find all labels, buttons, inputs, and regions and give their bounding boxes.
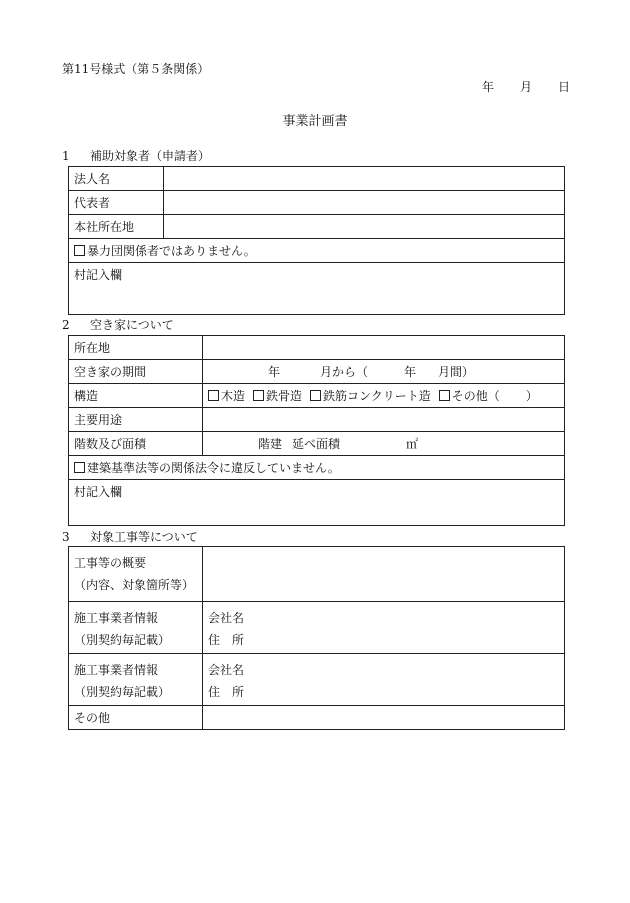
overview-label	[69, 547, 203, 602]
location-label: 所在地	[69, 336, 203, 360]
construction-table	[68, 546, 565, 730]
overview-field[interactable]	[203, 547, 565, 602]
section-1-heading	[62, 147, 210, 164]
structure-label: 構造	[69, 384, 203, 408]
other-label: その他	[69, 706, 203, 730]
overview-label-line2: （内容、対象箇所等）	[74, 578, 195, 592]
table-row	[69, 547, 565, 602]
floors-area-field[interactable]	[203, 432, 565, 456]
table-row	[69, 215, 565, 239]
section-number: 3	[62, 530, 70, 544]
vacancy-period-label: 空き家の期間	[69, 360, 203, 384]
company-name-label: 会社名	[208, 663, 245, 677]
wood-checkbox[interactable]	[208, 390, 219, 401]
vacancy-month-end-label: 月間）	[438, 364, 475, 379]
section-number: 1	[62, 149, 70, 163]
representative-label: 代表者	[69, 191, 164, 215]
table-row	[69, 384, 565, 408]
compliance-checkbox[interactable]	[74, 462, 85, 473]
table-row	[69, 263, 565, 315]
representative-field[interactable]	[164, 191, 565, 215]
village-memo-field[interactable]	[69, 263, 565, 315]
form-number: 第11号様式（第５条関係）	[62, 62, 210, 76]
contractor-field[interactable]	[203, 654, 565, 706]
vacancy-month-from-label: 月から（	[320, 364, 369, 379]
area-unit-label: ㎡	[406, 436, 419, 451]
overview-label-line1: 工事等の概要	[74, 556, 147, 570]
contractor-label-line1: 施工事業者情報	[74, 663, 159, 677]
memo-label: 村記入欄	[74, 485, 123, 499]
location-field[interactable]	[203, 336, 565, 360]
contractor-label	[69, 654, 203, 706]
declaration-row	[69, 456, 565, 480]
date-year-label: 年	[481, 80, 494, 94]
corporation-field[interactable]	[164, 167, 565, 191]
vacancy-period-field[interactable]	[203, 360, 565, 384]
page-title: 事業計画書	[282, 114, 348, 129]
area-label: 延べ面積	[292, 436, 341, 451]
address-label: 住 所	[208, 633, 245, 647]
table-row	[69, 456, 565, 480]
structure-options	[203, 384, 565, 408]
section-2-heading	[62, 316, 174, 333]
date-day-label: 日	[557, 80, 570, 94]
table-row	[69, 408, 565, 432]
section-title: 補助対象者（申請者）	[90, 149, 211, 163]
structure-option-steel: 鉄骨造	[266, 388, 303, 403]
steel-checkbox[interactable]	[253, 390, 264, 401]
head-office-label: 本社所在地	[69, 215, 164, 239]
head-office-field[interactable]	[164, 215, 565, 239]
contractor-field[interactable]	[203, 602, 565, 654]
corporation-label: 法人名	[69, 167, 164, 191]
contractor-label	[69, 602, 203, 654]
declaration-row	[69, 239, 565, 263]
table-row	[69, 336, 565, 360]
floors-area-label: 階数及び面積	[69, 432, 203, 456]
declaration-checkbox[interactable]	[74, 245, 85, 256]
compliance-text: 建築基準法等の関係法令に違反していません。	[87, 460, 340, 475]
vacant-house-table	[68, 335, 565, 526]
other-field[interactable]	[203, 706, 565, 730]
memo-label: 村記入欄	[74, 268, 123, 282]
rc-checkbox[interactable]	[310, 390, 321, 401]
contractor-label-line1: 施工事業者情報	[74, 611, 159, 625]
structure-option-wood: 木造	[221, 388, 246, 403]
address-label: 住 所	[208, 685, 245, 699]
table-row	[69, 167, 565, 191]
date-line	[482, 78, 570, 95]
village-memo-field[interactable]	[69, 480, 565, 526]
company-name-label: 会社名	[208, 611, 245, 625]
structure-option-other: その他（	[451, 388, 500, 403]
table-row	[69, 654, 565, 706]
structure-close-paren: ）	[525, 388, 538, 403]
other-checkbox[interactable]	[439, 390, 450, 401]
date-month-label: 月	[519, 80, 532, 94]
vacancy-year-label: 年	[268, 364, 281, 379]
table-row	[69, 480, 565, 526]
main-use-label: 主要用途	[69, 408, 203, 432]
applicant-table	[68, 166, 565, 315]
section-3-heading	[62, 528, 198, 545]
structure-option-rc: 鉄筋コンクリート造	[323, 388, 431, 403]
table-row	[69, 706, 565, 730]
table-row	[69, 432, 565, 456]
table-row	[69, 191, 565, 215]
declaration-text: 暴力団関係者ではありません。	[87, 243, 256, 258]
section-title: 空き家について	[90, 318, 174, 332]
contractor-label-line2: （別契約毎記載）	[74, 685, 171, 699]
vacancy-year2-label: 年	[404, 364, 417, 379]
table-row	[69, 602, 565, 654]
table-row	[69, 239, 565, 263]
main-use-field[interactable]	[203, 408, 565, 432]
section-title: 対象工事等について	[90, 530, 198, 544]
table-row	[69, 360, 565, 384]
contractor-label-line2: （別契約毎記載）	[74, 633, 171, 647]
section-number: 2	[62, 318, 70, 332]
floor-unit-label: 階建	[258, 436, 283, 451]
